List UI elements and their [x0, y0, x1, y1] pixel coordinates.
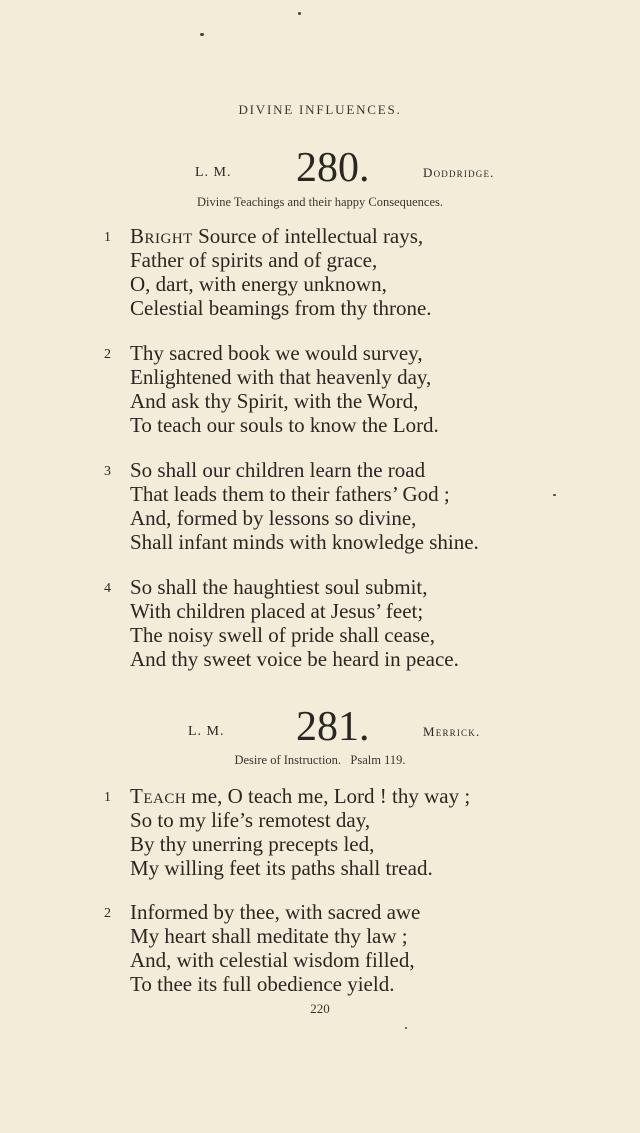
verse-line	[130, 224, 423, 248]
hymn-author: Doddridge.	[423, 165, 495, 180]
verse-line: And, formed by lessons so divine,	[130, 506, 417, 530]
verse-line: Enlightened with that heavenly day,	[130, 365, 432, 389]
hymn-subtitle: Desire of Instruction. Psalm 119.	[234, 753, 406, 767]
hymn-meter: L. M.	[195, 165, 232, 180]
hymn-number: 280.	[296, 145, 370, 191]
verse-line: To thee its full obedience yield.	[130, 972, 395, 996]
verse-line: Father of spirits and of grace,	[130, 248, 378, 272]
hymn-meter: L. M.	[188, 724, 225, 739]
hymn-number: 281.	[296, 704, 370, 750]
verse-line: Celestial beamings from thy throne.	[130, 296, 432, 320]
verse-line: The noisy swell of pride shall cease,	[130, 623, 435, 647]
verse-line: With children placed at Jesus’ feet;	[130, 599, 424, 623]
verse-line: So to my life’s remotest day,	[130, 808, 371, 832]
verse-line: To teach our souls to know the Lord.	[130, 413, 439, 437]
ink-speck	[405, 1027, 407, 1029]
stanza-number: 1	[104, 230, 111, 245]
verse-line: And ask thy Spirit, with the Word,	[130, 389, 419, 413]
hymn-subtitle: Divine Teachings and their happy Consequences.	[196, 195, 444, 209]
verse-line: So shall the haughtiest soul submit,	[130, 575, 428, 599]
stanza-number: 2	[104, 906, 111, 921]
hymn-author: Merrick.	[423, 724, 481, 739]
verse-line: Shall infant minds with knowledge shine.	[130, 530, 479, 554]
verse-line-text: me, O teach me, Lord ! thy way ;	[186, 784, 471, 808]
stanza-number: 3	[104, 464, 111, 479]
verse-line: O, dart, with energy unknown,	[130, 272, 387, 296]
verse-line: My willing feet its paths shall tread.	[130, 856, 433, 880]
page-number: 220	[310, 1001, 330, 1016]
hymn-header	[0, 145, 640, 191]
verse-line: My heart shall meditate thy law ;	[130, 924, 408, 948]
verse-first-word: Teach	[130, 784, 187, 808]
verse-line: Thy sacred book we would survey,	[130, 341, 423, 365]
stanza-number: 2	[104, 347, 111, 362]
running-head: DIVINE INFLUENCES.	[238, 102, 402, 117]
verse-first-word: Bright	[130, 224, 193, 248]
verse-line	[130, 784, 470, 808]
ink-speck	[553, 494, 556, 496]
verse-line: And thy sweet voice be heard in peace.	[130, 647, 459, 671]
verse-line: That leads them to their fathers’ God ;	[130, 482, 450, 506]
verse-line: By thy unerring precepts led,	[130, 832, 375, 856]
ink-speck	[200, 33, 204, 36]
verse-line-text: Source of intellectual rays,	[192, 224, 424, 248]
verse-line: Informed by thee, with sacred awe	[130, 900, 421, 924]
verse-line: So shall our children learn the road	[130, 458, 426, 482]
stanza-number: 1	[104, 790, 111, 805]
verse-line: And, with celestial wisdom filled,	[130, 948, 415, 972]
hymn-header	[0, 704, 640, 750]
stanza-number: 4	[104, 581, 111, 596]
ink-speck	[298, 12, 301, 15]
